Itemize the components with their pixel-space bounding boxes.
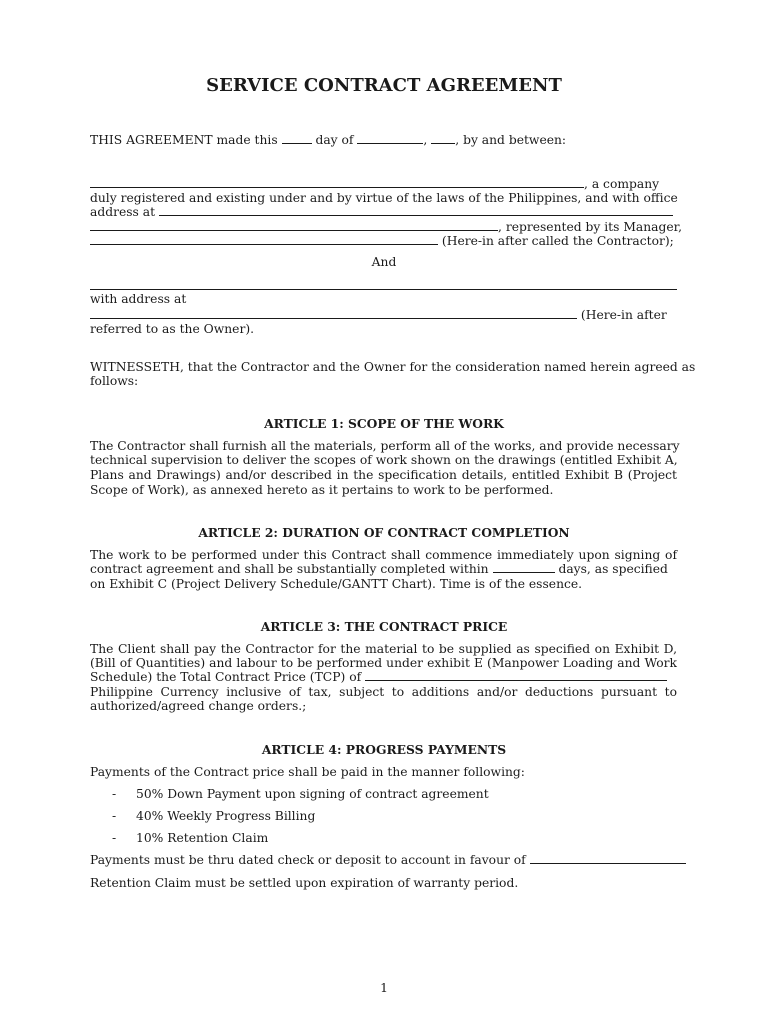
article3-line1: The Client shall pay the Contractor for the material to be supplied as specified on Exhibit D, bbox=[90, 642, 677, 656]
address-label: address at bbox=[90, 205, 156, 219]
bullet-text: 40% Weekly Progress Billing bbox=[136, 809, 316, 823]
bullet-dash: - bbox=[112, 787, 117, 801]
article2-line3: on Exhibit C (Project Delivery Schedule/GANTT Chart). Time is of the essence. bbox=[90, 577, 583, 591]
article1-line2: technical supervision to deliver the scopes of work shown on the drawings (entitled Exhibit A, bbox=[90, 453, 678, 467]
company-suffix: , a company bbox=[584, 177, 660, 191]
intro-line bbox=[90, 133, 566, 147]
intro-text-4: , by and between: bbox=[455, 133, 567, 147]
article4-intro: Payments of the Contract price shall be paid in the manner following: bbox=[90, 765, 525, 779]
article3-line5: authorized/agreed change orders.; bbox=[90, 699, 307, 713]
and-label: And bbox=[371, 255, 397, 269]
bullet-text: 10% Retention Claim bbox=[136, 831, 269, 845]
contract-price-blank bbox=[365, 670, 667, 681]
payments-line bbox=[90, 853, 686, 867]
article1-line3: Plans and Drawings) and/or described in the specification details, entitled Exhibit B (Project bbox=[90, 468, 677, 482]
article3-line4: Philippine Currency inclusive of tax, subject to additions and/or deductions pursuant to bbox=[90, 685, 677, 699]
article3-heading: ARTICLE 3: THE CONTRACT PRICE bbox=[260, 619, 508, 634]
bullet-dash: - bbox=[112, 809, 117, 823]
intro-text-3: , bbox=[423, 133, 428, 147]
article2-line1: The work to be performed under this Contract shall commence immediately upon signing of bbox=[90, 548, 677, 562]
article1-heading: ARTICLE 1: SCOPE OF THE WORK bbox=[264, 416, 504, 431]
payee-blank bbox=[530, 853, 686, 864]
day-blank bbox=[282, 133, 312, 144]
article2-heading: ARTICLE 2: DURATION OF CONTRACT COMPLETION bbox=[198, 525, 570, 540]
completion-days-blank bbox=[493, 562, 555, 573]
witnesseth-line1: WITNESSETH, that the Contractor and the Owner for the consideration named herein agreed as bbox=[90, 360, 696, 374]
page-number: 1 bbox=[380, 981, 388, 995]
party1-line4 bbox=[90, 220, 682, 234]
office-address-blank-2 bbox=[90, 220, 498, 231]
owner-designation: referred to as the Owner). bbox=[90, 322, 255, 336]
witnesseth-line2: follows: bbox=[90, 374, 139, 388]
party1-line3 bbox=[90, 205, 673, 219]
manager-name-blank bbox=[90, 234, 438, 245]
retention-line: Retention Claim must be settled upon expiration of warranty period. bbox=[90, 876, 519, 890]
herein-after-text: (Here-in after bbox=[580, 308, 667, 322]
party1-line2: duly registered and existing under and by virtue of the laws of the Philippines, and with office bbox=[90, 191, 678, 205]
party1-line5 bbox=[90, 234, 674, 248]
contractor-designation: (Here-in after called the Contractor); bbox=[441, 234, 674, 248]
year-blank bbox=[431, 133, 455, 144]
company-name-blank bbox=[90, 177, 584, 188]
article2-line2 bbox=[90, 562, 677, 576]
article3-line3 bbox=[90, 670, 667, 684]
article1-line1: The Contractor shall furnish all the materials, perform all of the works, and provide necessary bbox=[90, 439, 680, 453]
list-item bbox=[0, 809, 768, 823]
intro-text-2: day of bbox=[315, 133, 354, 147]
payments-text: Payments must be thru dated check or deposit to account in favour of bbox=[90, 853, 526, 867]
represented-text: , represented by its Manager, bbox=[498, 220, 683, 234]
list-item bbox=[0, 831, 768, 845]
article2-line2-pre: contract agreement and shall be substantially completed within bbox=[90, 562, 489, 576]
article3-line2: (Bill of Quantities) and labour to be performed under exhibit E (Manpower Loading and Work bbox=[90, 656, 677, 670]
owner-address-label: with address at bbox=[90, 292, 187, 306]
month-blank bbox=[357, 133, 423, 144]
office-address-blank bbox=[159, 205, 673, 216]
article4-heading: ARTICLE 4: PROGRESS PAYMENTS bbox=[261, 742, 507, 757]
bullet-text: 50% Down Payment upon signing of contract agreement bbox=[136, 787, 489, 801]
document-title: SERVICE CONTRACT AGREEMENT bbox=[206, 75, 562, 96]
party1-line1 bbox=[90, 177, 677, 191]
article2-line2-post: days, as specified bbox=[558, 562, 668, 576]
article3-line3-pre: Schedule) the Total Contract Price (TCP) of bbox=[90, 670, 362, 684]
bullet-dash: - bbox=[112, 831, 117, 845]
owner-name-line bbox=[90, 289, 677, 290]
list-item bbox=[0, 787, 768, 801]
article1-line4: Scope of Work), as annexed hereto as it pertains to work to be performed. bbox=[90, 483, 554, 497]
owner-address-blank bbox=[90, 308, 577, 319]
owner-address-line bbox=[90, 308, 667, 322]
intro-text-1: THIS AGREEMENT made this bbox=[90, 133, 278, 147]
